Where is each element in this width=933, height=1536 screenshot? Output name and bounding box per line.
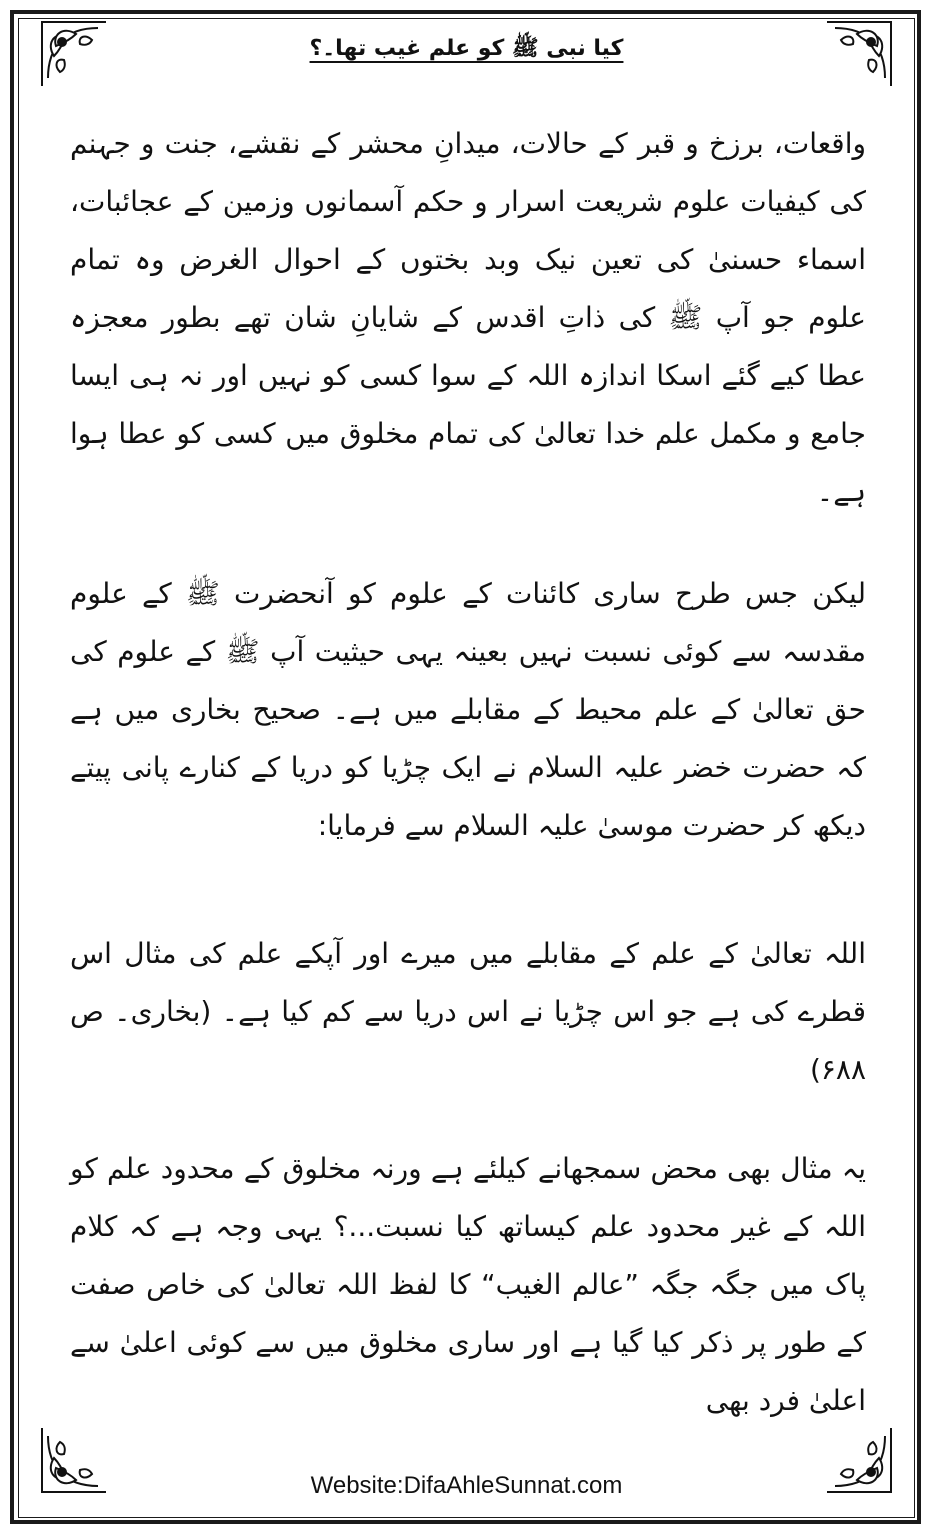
website-footer: Website:DifaAhleSunnat.com (310, 1472, 623, 1499)
paragraph: اللہ تعالیٰ کے علم کے مقابلے میں میرے اور آپکے علم کی مثال اس قطرے کی ہے جو اس چڑیا نے اس دریا سے کم کیا ہے۔ (بخاری۔ ص ۶۸۸) (70, 937, 866, 1086)
paragraph: یہ مثال بھی محض سمجھانے کیلئے ہے ورنہ مخلوق کے محدود علم کو اللہ کے غیر محدود علم کیساتھ کیا نسبت...؟ یہی وجہ ہے کہ کلام پاک میں جگہ جگہ ”عالم الغیب“ کا لفظ اللہ تعالیٰ کی خاص صفت کے طور پر ذکر کیا گیا ہے اور ساری مخلوق میں سے کوئی اعلیٰ سے اعلیٰ فرد بھی (70, 1152, 866, 1417)
page-title (0, 34, 933, 66)
page-title-text: کیا نبی ﷺ کو علم غیب تھا۔؟ (309, 36, 624, 61)
paragraph: لیکن جس طرح ساری کائنات کے علوم کو آنحضرت ﷺ کے علوم مقدسہ سے کوئی نسبت نہیں بعینہ یہی حیثیت آپ ﷺ کے علوم کی حق تعالیٰ کے علم محیط کے مقابلے میں ہے۔ صحیح بخاری میں ہے کہ حضرت خضر علیہ السلام نے ایک چڑیا کو دریا کے کنارے پانی پیتے دیکھ کر حضرت موسیٰ علیہ السلام سے فرمایا: (70, 577, 866, 842)
paragraph: واقعات، برزخ و قبر کے حالات، میدانِ محشر کے نقشے، جنت و جہنم کی کیفیات علوم شریعت اسرار و حکم آسمانوں وزمین کے عجائبات، اسماء حسنیٰ کی تعین نیک وبد بختوں کے احوال الغرض وہ تمام علوم جو آپ ﷺ کی ذاتِ اقدس کے شایانِ شان تھے بطور معجزہ عطا کیے گئے اسکا اندازہ اللہ کے سوا کسی کو نہیں اور نہ ہی ایسا جامع و مکمل علم خدا تعالیٰ کی تمام مخلوق میں کسی کو عطا ہوا ہے۔ (70, 127, 866, 508)
